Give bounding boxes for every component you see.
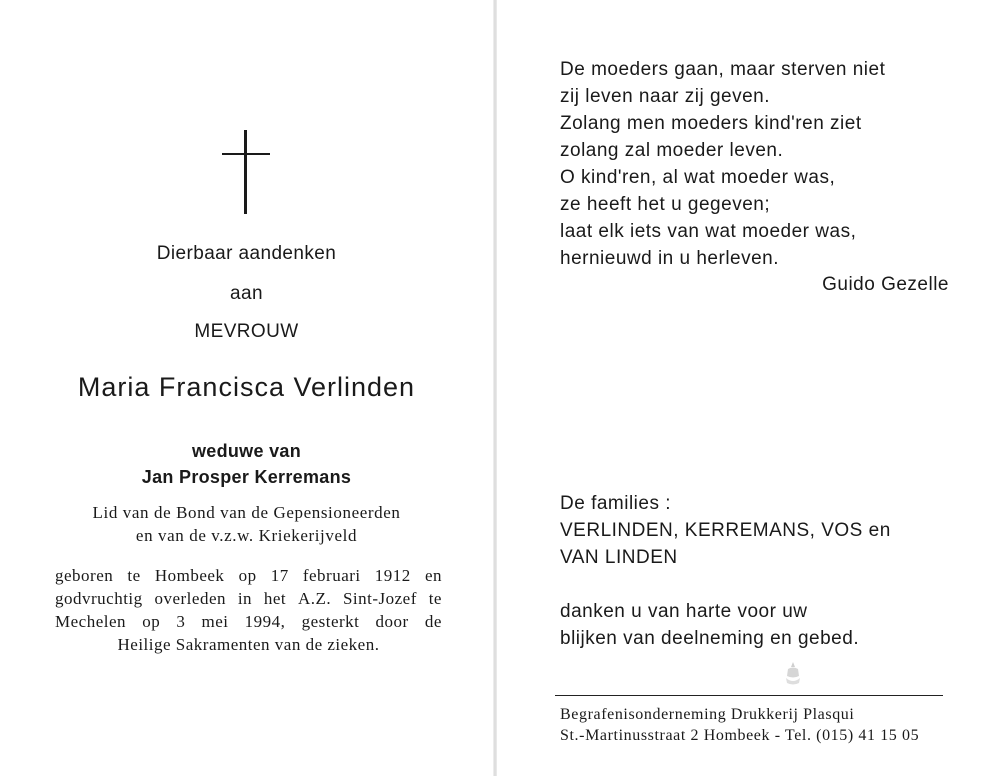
biography-line: geboren te Hombeek op 17 februari 1912 en xyxy=(55,566,442,585)
member-line-1: Lid van de Bond van de Gepensioneerden xyxy=(92,503,401,522)
poem-line: De moeders gaan, maar sterven niet xyxy=(560,59,886,80)
printer-line-1: Begrafenisonderneming Drukkerij Plasqui xyxy=(560,706,855,723)
poem xyxy=(560,56,885,272)
biography-line: godvruchtig overleden in het A.Z. Sint-Jozef te xyxy=(55,589,442,608)
title-text: MEVROUW xyxy=(194,321,299,342)
biography-line: Heilige Sakramenten van de zieken. xyxy=(117,635,380,654)
poem-line: ze heeft het u gegeven; xyxy=(560,194,771,215)
biography-line: Mechelen op 3 mei 1994, gesterkt door de xyxy=(55,612,442,631)
member-line-2: en van de v.z.w. Kriekerijveld xyxy=(135,526,358,545)
widow-line-2: Jan Prosper Kerremans xyxy=(141,467,352,487)
poem-line: O kind'ren, al wat moeder was, xyxy=(560,167,836,188)
poem-line: hernieuwd in u herleven. xyxy=(560,248,780,269)
left-panel xyxy=(0,0,493,776)
poem-line: zolang zal moeder leven. xyxy=(560,140,784,161)
families-line-2: VAN LINDEN xyxy=(560,547,678,568)
printer-line-2: St.-Martinusstraat 2 Hombeek - Tel. (015) 41 15 05 xyxy=(560,727,920,744)
thanks-line-2: blijken van deelneming en gebed. xyxy=(560,628,860,649)
thanks-line-1: danken u van harte voor uw xyxy=(560,601,808,622)
poem-author: Guido Gezelle xyxy=(822,274,949,295)
cross-icon xyxy=(222,130,270,214)
aan-text: aan xyxy=(230,283,263,304)
families-line-1: VERLINDEN, KERREMANS, VOS en xyxy=(560,520,891,541)
right-panel xyxy=(497,0,1000,776)
poem-line: laat elk iets van wat moeder was, xyxy=(560,221,857,242)
memorial-heading: Dierbaar aandenken xyxy=(156,243,337,264)
poem-line: Zolang men moeders kind'ren ziet xyxy=(560,113,862,134)
families-label: De families : xyxy=(560,493,672,514)
printer-logo-icon xyxy=(782,660,804,686)
divider-rule xyxy=(555,695,943,696)
deceased-name: Maria Francisca Verlinden xyxy=(77,372,416,402)
poem-line: zij leven naar zij geven. xyxy=(560,86,770,107)
widow-line-1: weduwe van xyxy=(191,441,302,461)
